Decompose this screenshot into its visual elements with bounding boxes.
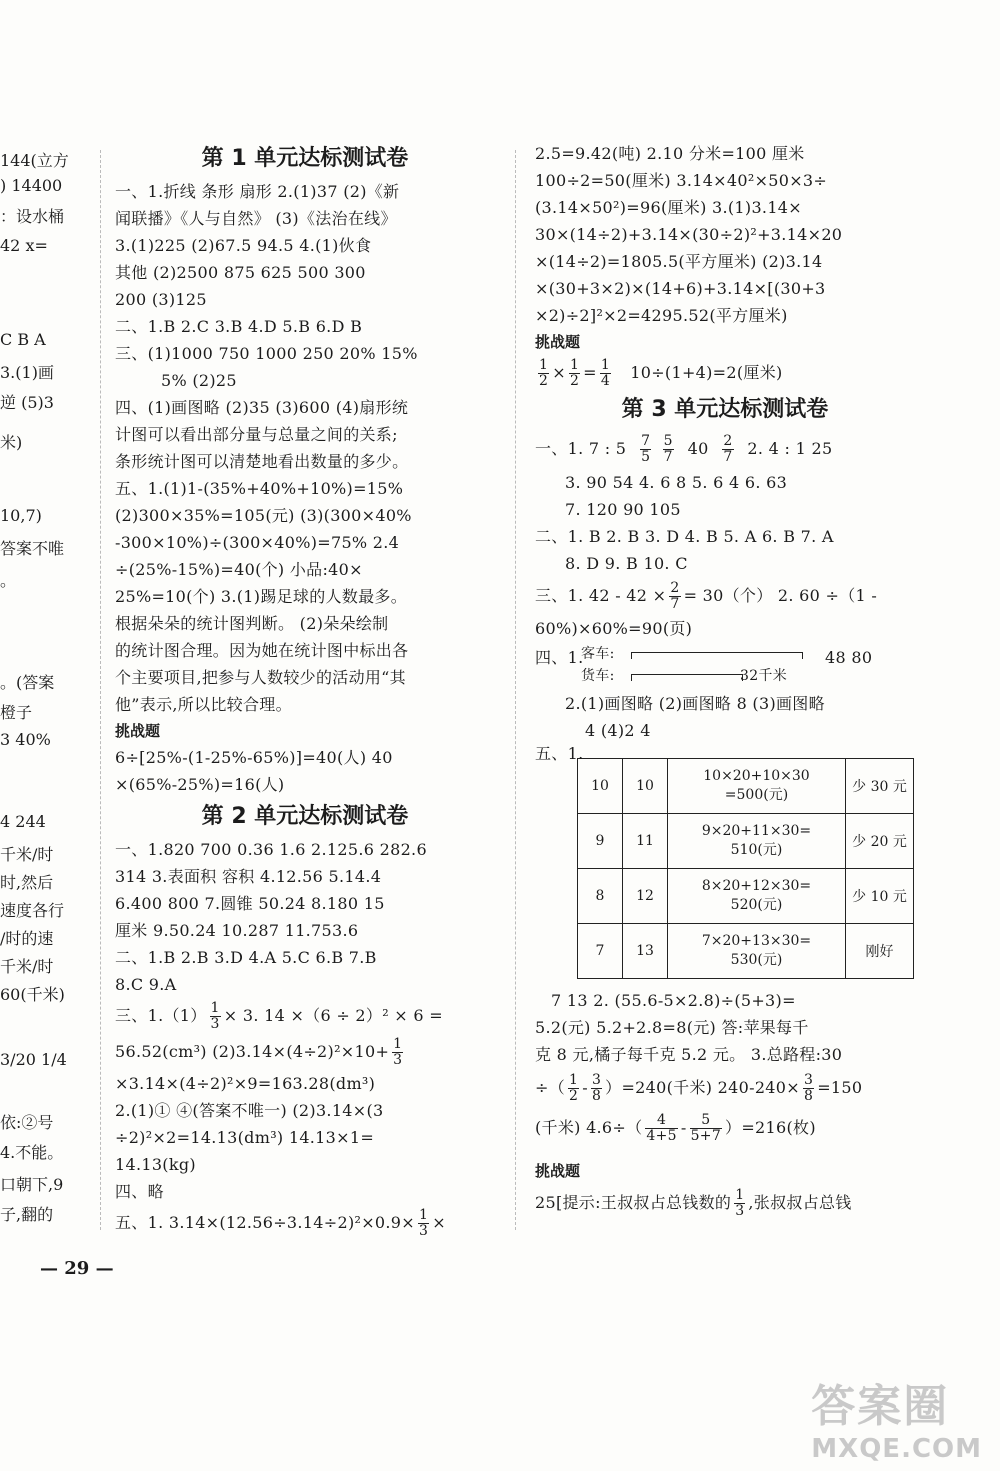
answer-line: (千米) 4.6÷（ $\frac{4}{4+5}$ - $\frac{5}{5+7}$ ）=216(枚) bbox=[535, 1112, 816, 1144]
unit1-title: 第 1 单元达标测试卷 bbox=[201, 146, 409, 171]
fragment: 逆 (5)3 bbox=[0, 393, 54, 412]
text-span: 三、1. 42 - 42 × bbox=[535, 586, 667, 605]
fragment: ：设水桶 bbox=[0, 207, 65, 226]
answer-line: 5.2(元) 5.2+2.8=8(元) 答:苹果每千 bbox=[535, 1018, 809, 1037]
answer-line: ×2)÷2]²×2=4295.52(平方厘米) bbox=[535, 306, 788, 325]
table-cell: 8 bbox=[578, 869, 623, 924]
answer-line: 314 3.表面积 容积 4.12.56 5.14.4 bbox=[115, 867, 382, 886]
answer-line: 7. 120 90 105 bbox=[565, 500, 681, 519]
fragment: 橙子 bbox=[0, 703, 33, 722]
answer-table bbox=[577, 758, 914, 979]
table-cell: 11 bbox=[623, 814, 668, 869]
cell-line: 530(元) bbox=[730, 952, 783, 968]
answer-line: 8.C 9.A bbox=[115, 975, 177, 994]
answer-line: 他”表示,所以比较合理。 bbox=[115, 695, 292, 714]
answer-line: 8. D 9. B 10. C bbox=[565, 554, 688, 573]
fragment: 10,7) bbox=[0, 506, 42, 525]
answer-line: 14.13(kg) bbox=[115, 1155, 196, 1174]
text-span: ,张叔叔占总钱 bbox=[748, 1193, 852, 1212]
fraction: $\frac{5}{7}$ bbox=[663, 433, 673, 465]
table-cell bbox=[668, 814, 846, 869]
answer-line: 5% (2)25 bbox=[161, 371, 237, 390]
answer-line: ×(65%-25%)=16(人) bbox=[115, 775, 285, 794]
answer-line: 四、(1)画图略 (2)35 (3)600 (4)扇形统 bbox=[115, 398, 409, 417]
fraction: $\frac{2}{7}$ bbox=[670, 580, 680, 612]
answer-line: 30×(14÷2)+3.14×(30÷2)²+3.14×20 bbox=[535, 225, 843, 244]
fraction: $\frac{1}{2}$ bbox=[569, 1072, 579, 1104]
text-span: (千米) 4.6÷（ bbox=[535, 1118, 643, 1137]
table-cell: 9 bbox=[578, 814, 623, 869]
table-cell: 少 30 元 bbox=[846, 759, 914, 814]
answer-line bbox=[535, 1184, 915, 1222]
answer-line: 五、1.(1)1-(35%+40%+10%)=15% bbox=[115, 479, 404, 498]
column-separator-right bbox=[515, 150, 516, 1230]
text-span: 25[提示:王叔叔占总钱数的 bbox=[535, 1193, 732, 1212]
fraction: $\frac{1}{4}$ bbox=[600, 357, 611, 389]
fragment: 42 x= bbox=[0, 236, 48, 255]
fraction: $\frac{7}{5}$ bbox=[641, 433, 651, 465]
watermark bbox=[811, 1370, 982, 1464]
challenge-label: 挑战题 bbox=[535, 1162, 581, 1180]
answer-line: 厘米 9.50.24 10.287 11.753.6 bbox=[115, 921, 359, 940]
text-span: 客车: bbox=[581, 646, 615, 662]
fraction: $\frac{3}{8}$ bbox=[803, 1072, 814, 1104]
segment-diagram bbox=[535, 642, 915, 690]
answer-line: ÷(25%-15%)=40(个) 小品:40× bbox=[115, 560, 363, 579]
answer-line bbox=[535, 429, 915, 469]
middle-column bbox=[115, 140, 495, 1241]
answer-line: 二、1. B 2. B 3. D 4. B 5. A 6. B 7. A bbox=[535, 527, 834, 546]
answer-line: 2.(1)画图略 (2)画图略 8 (3)画图略 bbox=[565, 694, 825, 713]
table-cell: 刚好 bbox=[846, 924, 914, 979]
table-cell: 12 bbox=[623, 869, 668, 924]
answer-line: 条形统计图可以清楚地看出数量的多少。 bbox=[115, 452, 409, 471]
text-span: × bbox=[432, 1213, 446, 1232]
answer-line: 6.400 800 7.圆锥 50.24 8.180 15 bbox=[115, 894, 385, 913]
answer-line: ×(14÷2)=1805.5(平方厘米) (2)3.14 bbox=[535, 252, 823, 271]
fragment: ) 14400 bbox=[0, 176, 63, 195]
answer-line bbox=[115, 1205, 495, 1241]
fragment: 米) bbox=[0, 433, 23, 452]
cell-line: 7×20+13×30= bbox=[701, 933, 812, 949]
text-span: 三、1.（1） bbox=[115, 1006, 207, 1025]
answer-line bbox=[115, 998, 495, 1034]
watermark-logo: 答案圈 bbox=[811, 1381, 950, 1432]
text-span: ）=216(枚) bbox=[725, 1118, 816, 1137]
text-span: = 30（个） 2. 60 ÷（1 - bbox=[683, 586, 878, 605]
fragment: 3 40% bbox=[0, 730, 51, 749]
table-cell bbox=[668, 869, 846, 924]
answer-line: 100÷2=50(厘米) 3.14×40²×50×3÷ bbox=[535, 171, 828, 190]
cell-line: 8×20+12×30= bbox=[701, 878, 812, 894]
answer-line: ×3.14×(4÷2)²×9=163.28(dm³) bbox=[115, 1074, 376, 1093]
cell-line: 510(元) bbox=[730, 842, 783, 858]
answer-line: 60%)×60%=90(页) bbox=[535, 619, 693, 638]
fraction: $\frac{1}{3}$ bbox=[210, 1000, 220, 1032]
answer-line: 2.5=9.42(吨) 2.10 分米=100 厘米 bbox=[535, 144, 805, 163]
answer-line: 四、略 bbox=[115, 1182, 164, 1201]
table-row bbox=[578, 814, 914, 869]
page-number: — 29 — bbox=[40, 1258, 114, 1279]
table-cell: 7 bbox=[578, 924, 623, 979]
cell-line: =500(元) bbox=[724, 787, 789, 803]
answer-line: 五、1. bbox=[535, 744, 584, 763]
fraction: $\frac{3}{8}$ bbox=[591, 1072, 602, 1104]
fragment: 。(答案 bbox=[0, 673, 55, 692]
fragment: 4.不能。 bbox=[0, 1143, 64, 1162]
answer-line: 的统计图合理。因为她在统计图中标出各 bbox=[115, 641, 409, 660]
right-column bbox=[535, 140, 915, 1222]
answer-line: $\frac{1}{2}$ × $\frac{1}{2}$ = $\frac{1}{4}$ 10÷(1+4)=2(厘米) bbox=[539, 357, 783, 389]
table-cell: 13 bbox=[623, 924, 668, 979]
challenge-label: 挑战题 bbox=[115, 722, 161, 740]
column-separator-left bbox=[100, 150, 101, 1230]
table-cell bbox=[668, 924, 846, 979]
fragment: 口朝下,9 bbox=[0, 1175, 64, 1194]
answer-line bbox=[115, 1034, 495, 1070]
text-span: × 3. 14 ×（6 ÷ 2）² × 6 = bbox=[223, 1006, 443, 1025]
fragment: 速度各行 bbox=[0, 901, 65, 920]
answer-line: 个主要项目,把参与人数较少的活动用“其 bbox=[115, 668, 406, 687]
answer-line: 一、1.820 700 0.36 1.6 2.125.6 282.6 bbox=[115, 840, 427, 859]
table-cell: 少 20 元 bbox=[846, 814, 914, 869]
table-row bbox=[578, 924, 914, 979]
table-cell: 10 bbox=[578, 759, 623, 814]
fraction: $\frac{5}{5+7}$ bbox=[690, 1112, 722, 1144]
fragment: C B A bbox=[0, 330, 46, 349]
fragment: 千米/时 bbox=[0, 845, 54, 864]
answer-line: 根据朵朵的统计图判断。 (2)朵朵绘制 bbox=[115, 614, 389, 633]
fragment: 答案不唯 bbox=[0, 539, 65, 558]
text-span: 四、1. bbox=[535, 648, 584, 667]
answer-line: 6÷[25%-(1-25%-65%)]=40(人) 40 bbox=[115, 748, 393, 767]
answer-line: 4 (4)2 4 bbox=[585, 721, 651, 740]
answer-line: ÷2)²×2=14.13(dm³) 14.13×1= bbox=[115, 1128, 375, 1147]
text-span: 货车: bbox=[581, 668, 615, 684]
fraction: $\frac{4}{4+5}$ bbox=[646, 1112, 677, 1144]
fragment: 子,翻的 bbox=[0, 1205, 54, 1224]
answer-line: 一、1.折线 条形 扇形 2.(1)37 (2)《新 bbox=[115, 182, 400, 201]
table-cell: 少 10 元 bbox=[846, 869, 914, 924]
fragment: 千米/时 bbox=[0, 957, 54, 976]
fragment: /时的速 bbox=[0, 929, 54, 948]
fragment: 144(立方 bbox=[0, 151, 69, 170]
text-span: ）=240(千米) 240-240× bbox=[605, 1078, 800, 1097]
answer-line: 计图可以看出部分量与总量之间的关系; bbox=[115, 425, 398, 444]
fragment: 3.(1)画 bbox=[0, 363, 54, 382]
fraction: $\frac{1}{3}$ bbox=[393, 1036, 403, 1068]
fraction: $\frac{1}{2}$ bbox=[569, 357, 580, 389]
truck-segment bbox=[631, 674, 743, 681]
fragment: 3/20 1/4 bbox=[0, 1050, 67, 1069]
table-cell: 10 bbox=[623, 759, 668, 814]
watermark-url: MXQE.COM bbox=[811, 1434, 982, 1464]
fraction: $\frac{2}{7}$ bbox=[723, 433, 733, 465]
answer-line: 25%=10(个) 3.(1)踢足球的人数最多。 bbox=[115, 587, 408, 606]
answer-line: 克 8 元,橘子每千克 5.2 元。 3.总路程:30 bbox=[535, 1045, 843, 1064]
bus-segment bbox=[631, 652, 803, 659]
answer-line: 二、1.B 2.C 3.B 4.D 5.B 6.D B bbox=[115, 317, 363, 336]
left-column-fragment bbox=[0, 140, 92, 1250]
fragment: 时,然后 bbox=[0, 873, 54, 892]
text-span: 32千米 bbox=[740, 668, 788, 684]
answer-line: 二、1.B 2.B 3.D 4.A 5.C 6.B 7.B bbox=[115, 948, 377, 967]
fragment: 4 244 bbox=[0, 812, 46, 831]
table-row bbox=[578, 759, 914, 814]
challenge-label: 挑战题 bbox=[535, 333, 581, 351]
answer-line bbox=[535, 577, 915, 615]
answer-line: (3.14×50²)=96(厘米) 3.(1)3.14× bbox=[535, 198, 802, 217]
answer-line: 3. 90 54 4. 6 8 5. 6 4 6. 63 bbox=[565, 473, 788, 492]
answer-line: 200 (3)125 bbox=[115, 290, 207, 309]
answer-line: -300×10%)÷(300×40%)=75% 2.4 bbox=[115, 533, 400, 552]
unit3-title: 第 3 单元达标测试卷 bbox=[621, 397, 829, 422]
answer-line: 其他 (2)2500 875 625 500 300 bbox=[115, 263, 366, 282]
cell-line: 520(元) bbox=[730, 897, 783, 913]
text-span: ÷（ bbox=[535, 1078, 566, 1097]
cell-line: 10×20+10×30 bbox=[703, 768, 810, 784]
text-span: 48 80 bbox=[825, 648, 873, 667]
fragment: 。 bbox=[0, 571, 17, 590]
text-span: =150 bbox=[817, 1078, 863, 1097]
text-span: 56.52(cm³) (2)3.14×(4÷2)²×10+ bbox=[115, 1042, 390, 1061]
answer-line: ×(30+3×2)×(14+6)+3.14×[(30+3 bbox=[535, 279, 826, 298]
answer-line: 3.(1)225 (2)67.5 94.5 4.(1)伙食 bbox=[115, 236, 372, 255]
answer-line: 7 13 2. (55.6-5×2.8)÷(5+3)= bbox=[551, 991, 796, 1010]
unit2-title: 第 2 单元达标测试卷 bbox=[201, 804, 409, 829]
text-span: 2. 4 : 1 25 bbox=[747, 439, 833, 458]
text-span: 五、1. 3.14×(12.56÷3.14÷2)²×0.9× bbox=[115, 1213, 415, 1232]
answer-line: ÷（ $\frac{1}{2}$ - $\frac{3}{8}$ ）=240(千米) 240-240× $\frac{3}{8}$ =150 bbox=[535, 1072, 863, 1104]
answer-line: 三、(1)1000 750 1000 250 20% 15% bbox=[115, 344, 418, 363]
text-span: 10÷(1+4)=2(厘米) bbox=[630, 363, 783, 382]
answer-line: 闻联播》《人与自然》 (3)《法治在线》 bbox=[115, 209, 397, 228]
table-row bbox=[578, 869, 914, 924]
fraction: $\frac{1}{2}$ bbox=[539, 357, 549, 389]
answer-line: (2)300×35%=105(元) (3)(300×40% bbox=[115, 506, 412, 525]
cell-line: 9×20+11×30= bbox=[701, 823, 812, 839]
fraction: $\frac{1}{3}$ bbox=[418, 1207, 429, 1239]
answer-line: 2.(1)① ④(答案不唯一) (2)3.14×(3 bbox=[115, 1101, 384, 1120]
fraction: $\frac{1}{3}$ bbox=[735, 1187, 745, 1219]
text-span: 40 bbox=[687, 439, 709, 458]
table-cell bbox=[668, 759, 846, 814]
fragment: 依:②号 bbox=[0, 1113, 54, 1132]
text-span: 一、1. 7 : 5 bbox=[535, 439, 627, 458]
fragment: 60(千米) bbox=[0, 985, 65, 1004]
